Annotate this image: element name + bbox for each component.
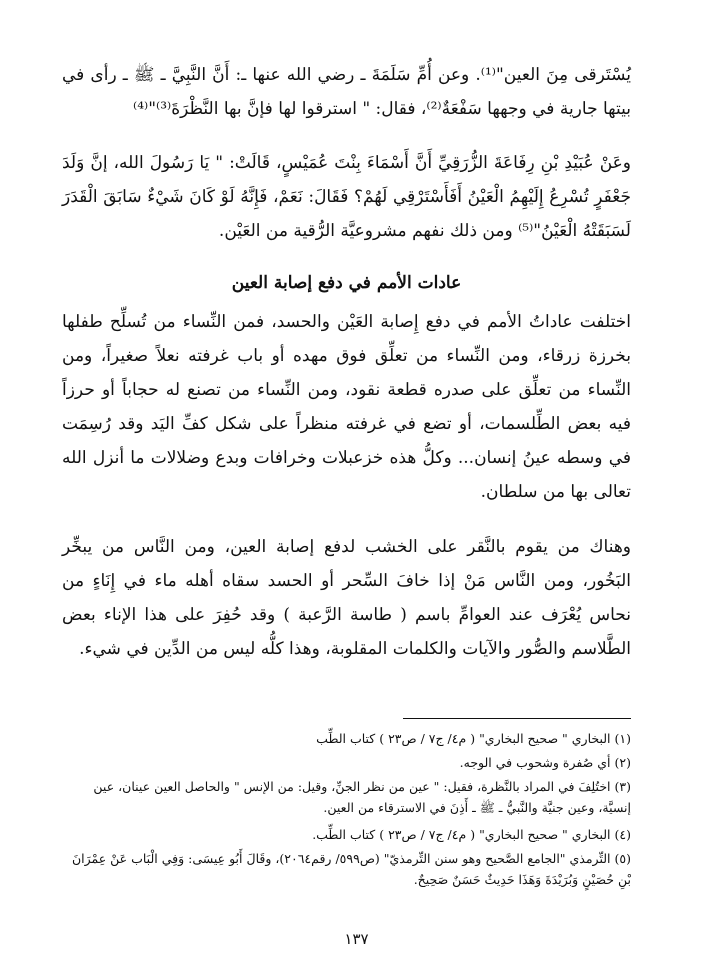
footnote-divider — [403, 718, 631, 719]
footnote-5-text: التِّرمذي "الجامع الصَّحيح وهو سنن التِّرمذيّ" (ص٥٩٩/ رقم٢٠٦٤)، وقَالَ أَبُو عِيسَى: وَفِي الْبَاب عَنْ عِمْرَانَ بْنِ حُصَيْنٍ وَبُرَيْدَةَ وَهَذَا حَدِيثٌ حَسَنٌ صَحِيحٌ. — [71, 851, 631, 887]
paragraph-1 — [62, 58, 631, 126]
footnote-1 — [62, 728, 631, 749]
paragraph-2 — [62, 146, 631, 248]
footnote-5 — [62, 848, 631, 890]
paragraph-1-text: يُسْتَرقى مِنَ العين"⁽¹⁾. وعن أُمِّ سَلَمَةَ ـ رضي الله عنها ـ: أَنَّ النَّبِيَّ ـ ﷺ ـ رأى في بيتها جارية في وجهها سَفْعَةٌ⁽²⁾، فقال: " استرقوا لها فإنَّ بها النَّظْرَةَ⁽³⁾"⁽⁴⁾ — [62, 65, 631, 119]
footnote-3-text: اختُلِفَ في المراد بالنَّظرة، فقيل: " عين من نظر الجنِّ، وقيل: من الإنس " والحاصل العين عينان، عين إنسيَّة، وعين جنيَّة والنَّبيُّ ـ ﷺ ـ أَذِنَ في الاسترقاء من العين. — [93, 779, 631, 815]
page-number: ١٣٧ — [344, 930, 369, 948]
footnote-1-text: البخاري " صحيح البخاري" ( م٤/ ج٧ / ص٢٣ ) كتاب الطِّب — [316, 731, 611, 746]
section-heading: عادات الأمم في دفع إصابة العين — [231, 273, 462, 293]
footnote-3 — [62, 776, 631, 818]
paragraph-3 — [62, 305, 631, 509]
paragraph-2-text: وعَنْ عُبَيْدِ بْنِ رِفَاعَةَ الزُّرَقِيِّ أَنَّ أَسْمَاءَ بِنْتَ عُمَيْسٍ، قَالَتْ: " يَا رَسُولَ الله، إنَّ وَلَدَ جَعْفَرٍ تُسْرِعُ إِلَيْهِمُ الْعَيْنُ أَفَأَسْتَرْقِي لَهُمْ؟ فَقَالَ: نَعَمْ، فَإِنَّهُ لَوْ كَانَ شَيْءٌ سَابَقَ الْقَدَرَ لَسَبَقَتْهُ الْعَيْنُ"⁽⁵⁾ ومن ذلك نفهم مشروعيَّة الرُّقية من العَيْن. — [62, 153, 631, 241]
footnote-1-number: (١) — [614, 731, 631, 746]
footnote-2 — [62, 752, 631, 773]
paragraph-3-text: اختلفت عاداتُ الأمم في دفع إِصابة العَيْن والحسد، فمن النِّساء من تُسلِّح طفلها بخرزة زرقاء، ومن النِّساء من تعلِّق فوق مهده أو باب غرفته نعلاً صغيراً، ومن النِّساء من تعلِّق على صدره قطعة نقود، ومن النِّساء من تصنع له حجاباً أو حرزاً فيه بعض الطِّلسمات، أو تضع في غرفته منظراً على شكل كفِّ اليَد وقد رُسِمَت في وسطه عينُ إنسان... وكلُّ هذه خزعبلات وخرافات وبدع وضلالات ما أنزل الله تعالى بها من سلطان. — [62, 312, 631, 502]
footnote-2-text: أي صُفرة وشحوب في الوجه. — [459, 755, 611, 770]
footnote-4-text: البخاري " صحيح البخاري" ( م٤/ ج٧ / ص٢٣ ) كتاب الطِّب. — [312, 827, 611, 842]
paragraph-4 — [62, 530, 631, 666]
footnote-2-number: (٢) — [614, 755, 631, 770]
footnote-4 — [62, 824, 631, 845]
footnote-3-number: (٣) — [614, 779, 631, 794]
footnote-5-number: (٥) — [614, 851, 631, 866]
footnote-4-number: (٤) — [614, 827, 631, 842]
paragraph-4-text: وهناك من يقوم بالنَّقر على الخشب لدفع إصابة العين، ومن النَّاس من يبخِّر البَخُور، ومن النَّاس مَنْ إذا خافَ السِّحر أو الحسد سقاه أهله ماء في إِنَاءٍ من نحاس يُعْرَف عند العوامِّ باسم ( طاسة الرَّعبة ) وقد حُفِرَ على هذا الإناء بعض الطَّلاسم والصُّور والآيات والكلمات المقلوبة، وهذا كلُّه ليس من الدِّين في شيء. — [62, 537, 631, 659]
